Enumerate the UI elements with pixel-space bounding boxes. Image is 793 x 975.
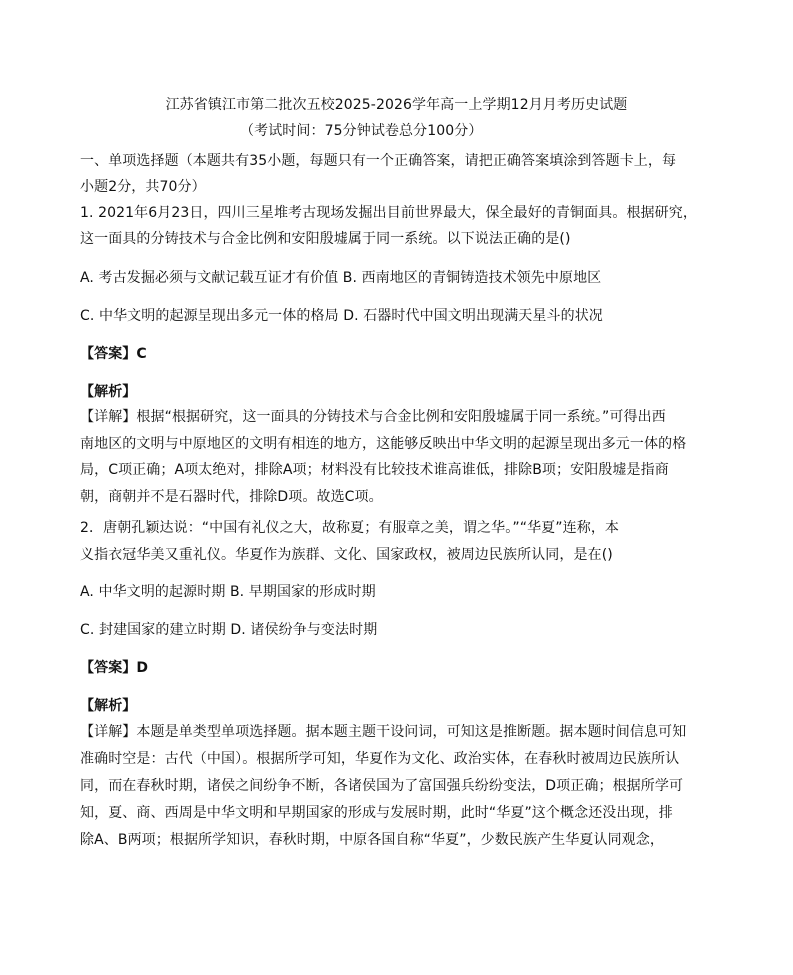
q2-detail-line4: 知，夏、商、西周是中华文明和早期国家的形成与发展时期，此时“华夏”这个概念还没出现，排: [80, 805, 673, 821]
q1-answer: 【答案】C: [80, 346, 147, 362]
q2-analysis-label: 【解析】: [80, 698, 137, 714]
section-instructions-line1: 一、单项选择题（本题共有35小题，每题只有一个正确答案，请把正确答案填涂到答题卡上，每: [80, 153, 677, 169]
q2-detail-line5: 除A、B两项；根据所学知识，春秋时期，中原各国自称“华夏”，少数民族产生华夏认同观念，: [80, 832, 664, 848]
q2-stem-line1: 2．唐朝孔颖达说：“中国有礼仪之大，故称夏；有服章之美，谓之华。”“华夏”连称，本: [80, 520, 620, 536]
q2-options-cd: C. 封建国家的建立时期 D. 诸侯纷争与变法时期: [80, 622, 378, 638]
q1-stem-line1: 1. 2021年6月23日，四川三星堆考古现场发掘出目前世界最大，保全最好的青铜面具。根据研究，: [80, 205, 697, 221]
q1-options-cd: C. 中华文明的起源呈现出多元一体的格局 D. 石器时代中国文明出现满天星斗的状况: [80, 308, 603, 324]
q1-detail-line1: 【详解】根据“根据研究，这一面具的分铸技术与合金比例和安阳殷墟属于同一系统。”可得出西: [80, 409, 666, 425]
q1-stem-line2: 这一面具的分铸技术与合金比例和安阳殷墟属于同一系统。以下说法正确的是(): [80, 231, 571, 247]
q1-detail-line3: 局，C项正确；A项太绝对，排除A项；材料没有比较技术谁高谁低，排除B项；安阳殷墟是指商: [80, 462, 669, 478]
q1-options-ab: A. 考古发掘必须与文献记载互证才有价值 B. 西南地区的青铜铸造技术领先中原地区: [80, 270, 602, 286]
q2-answer: 【答案】D: [80, 660, 149, 676]
q2-stem-line2: 义指衣冠华美又重礼仪。华夏作为族群、文化、国家政权，被周边民族所认同，是在(): [80, 547, 613, 563]
q2-detail-line3: 同，而在春秋时期，诸侯之间纷争不断，各诸侯国为了富国强兵纷纷变法，D项正确；根据所学可: [80, 778, 684, 794]
section-instructions-line2: 小题2分，共70分）: [80, 179, 206, 195]
exam-subtitle: （考试时间：75分钟试卷总分100分）: [240, 123, 483, 139]
q1-detail-line2: 南地区的文明与中原地区的文明有相连的地方，这能够反映出中华文明的起源呈现出多元一体的格: [80, 436, 687, 452]
q2-options-ab: A. 中华文明的起源时期 B. 早期国家的形成时期: [80, 584, 376, 600]
q2-detail-line1: 【详解】本题是单类型单项选择题。据本题主题干设问词，可知这是推断题。据本题时间信息可知: [80, 724, 687, 740]
q1-detail-line4: 朝，商朝并不是石器时代，排除D项。故选C项。: [80, 489, 383, 505]
exam-title: 江苏省镇江市第二批次五校2025-2026学年高一上学期12月月考历史试题: [165, 97, 628, 113]
q1-analysis-label: 【解析】: [80, 384, 137, 400]
q2-detail-line2: 准确时空是：古代（中国）。根据所学可知，华夏作为文化、政治实体，在春秋时被周边民族所认: [80, 751, 680, 767]
